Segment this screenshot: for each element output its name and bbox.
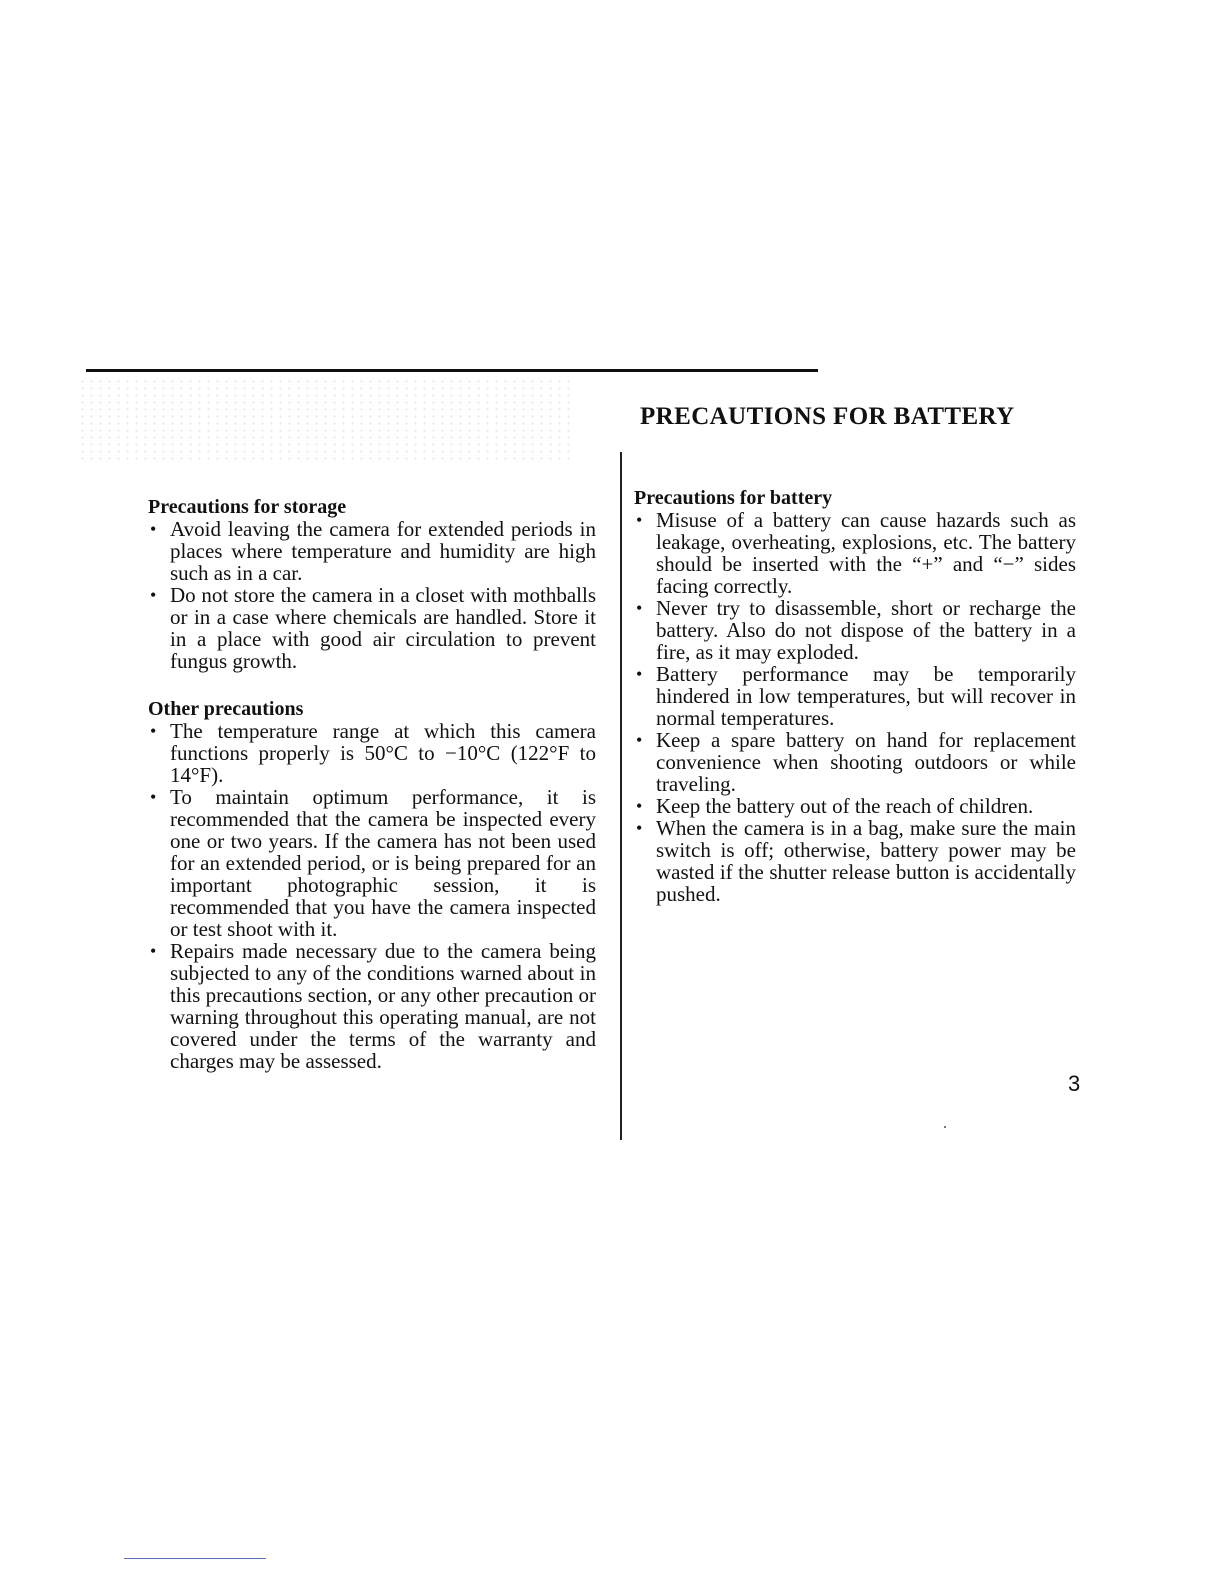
right-column xyxy=(634,487,1076,905)
list-item-text: Misuse of a battery can cause hazards such as leakage, overheating, explosions, etc. The battery should be inserted with the “+” and “−” sides facing correctly. xyxy=(656,508,1076,598)
other-precautions-heading: Other precautions xyxy=(148,698,304,720)
list-item-text: Battery performance may be temporarily hindered in low temperatures, but will recover in normal temperatures. xyxy=(656,662,1076,730)
list-item-text: Keep a spare battery on hand for replacement convenience when shooting outdoors or while traveling. xyxy=(656,728,1076,796)
storage-heading: Precautions for storage xyxy=(148,496,347,518)
storage-list xyxy=(148,518,596,672)
scan-noise xyxy=(78,378,573,460)
list-item-text: To maintain optimum performance, it is recommended that the camera be inspected every one or two years. If the camera has not been used for an extended period, or is being prepared for an important photographic session, it is recommended that you have the camera inspected or test shoot with it. xyxy=(170,785,596,941)
bullet-icon: • xyxy=(636,664,643,684)
list-item xyxy=(148,518,596,584)
list-item-text: Repairs made necessary due to the camera being subjected to any of the conditions warned about in this precautions section, or any other precaution or warning throughout this operating manual, are not covered under the terms of the warranty and charges may be assessed. xyxy=(170,939,596,1073)
bullet-icon: • xyxy=(636,730,643,750)
list-item-text: Avoid leaving the camera for extended periods in places where temperature and humidity are high such as in a car. xyxy=(170,517,596,585)
header-rule xyxy=(86,369,818,372)
bullet-icon: • xyxy=(150,585,157,605)
bullet-icon: • xyxy=(636,510,643,530)
scan-dot xyxy=(944,1126,946,1128)
list-item-text: When the camera is in a bag, make sure the main switch is off; otherwise, battery power may be wasted if the shutter release button is accidentally pushed. xyxy=(656,816,1076,906)
bullet-icon: • xyxy=(636,796,643,816)
list-item-text: The temperature range at which this camera functions properly is 50°C to −10°C (122°F to 14°F). xyxy=(170,719,596,787)
list-item xyxy=(634,663,1076,729)
bullet-icon: • xyxy=(150,519,157,539)
list-item xyxy=(148,720,596,786)
battery-list xyxy=(634,509,1076,905)
battery-section xyxy=(634,487,1076,905)
left-column xyxy=(148,496,596,1072)
footer-rule xyxy=(124,1558,266,1559)
list-item-text: Keep the battery out of the reach of children. xyxy=(656,794,1034,818)
list-item xyxy=(634,729,1076,795)
bullet-icon: • xyxy=(636,818,643,838)
list-item xyxy=(634,817,1076,905)
list-item xyxy=(148,584,596,672)
list-item-text: Never try to disassemble, short or recharge the battery. Also do not dispose of the battery in a fire, as it may exploded. xyxy=(656,596,1076,664)
list-item xyxy=(634,795,1076,817)
list-item-text: Do not store the camera in a closet with mothballs or in a case where chemicals are handled. Store it in a place with good air circulation to prevent fungus growth. xyxy=(170,583,596,673)
bullet-icon: • xyxy=(150,721,157,741)
storage-section xyxy=(148,496,596,672)
column-divider xyxy=(620,452,622,1140)
bullet-icon: • xyxy=(150,941,157,961)
bullet-icon: • xyxy=(150,787,157,807)
page-title: PRECAUTIONS FOR BATTERY xyxy=(640,403,1015,430)
page-number: 3 xyxy=(1068,1071,1081,1096)
other-precautions-list xyxy=(148,720,596,1072)
list-item xyxy=(634,597,1076,663)
list-item xyxy=(148,786,596,940)
other-precautions-section xyxy=(148,698,596,1072)
bullet-icon: • xyxy=(636,598,643,618)
list-item xyxy=(634,509,1076,597)
battery-heading: Precautions for battery xyxy=(634,487,833,509)
list-item xyxy=(148,940,596,1072)
